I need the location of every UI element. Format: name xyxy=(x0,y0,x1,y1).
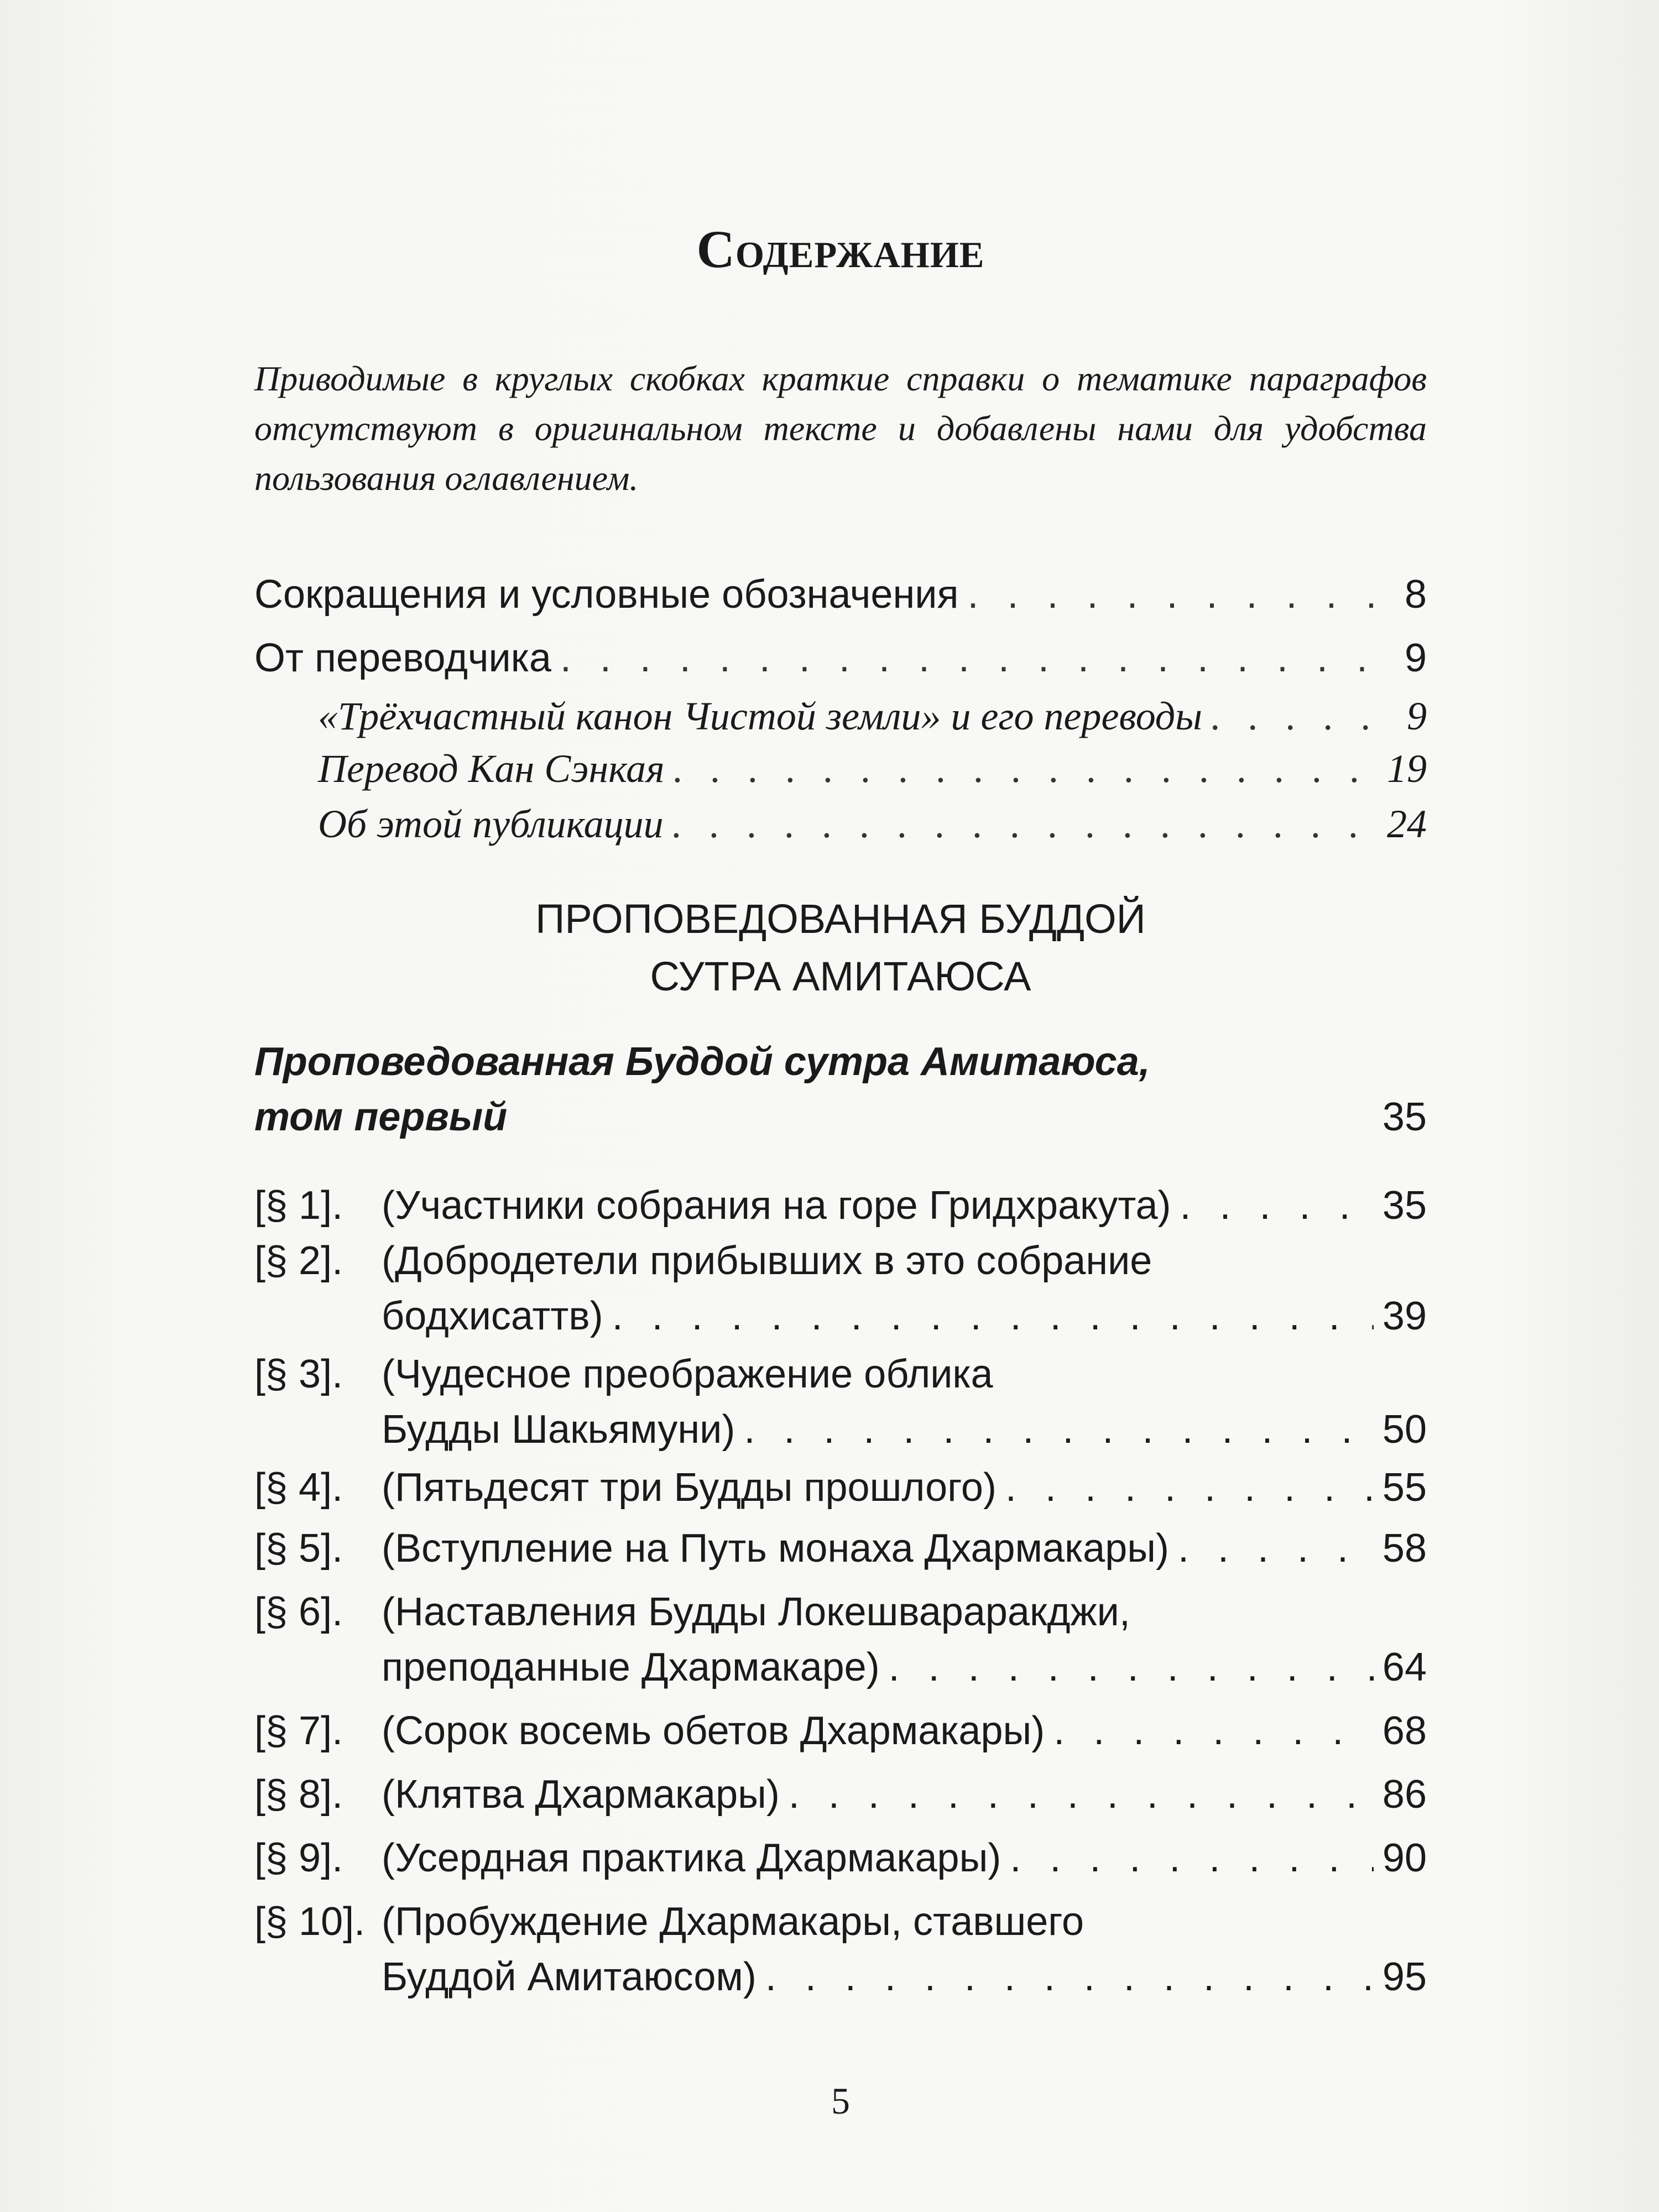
paragraph-number: [§ 8]. xyxy=(254,1772,343,1817)
toc-entry-page: 8 xyxy=(1404,572,1427,617)
toc-entry-par-8[interactable] xyxy=(254,1767,1427,1822)
leader-dots xyxy=(1178,1521,1374,1576)
toc-entry-label: Об этой публикации xyxy=(318,802,664,846)
toc-entry-par-1[interactable] xyxy=(254,1178,1427,1233)
paragraph-number: [§ 4]. xyxy=(254,1465,343,1510)
toc-entry-page: 24 xyxy=(1387,802,1427,846)
paragraph-label: (Сорок восемь обетов Дхармакары) xyxy=(382,1709,1045,1753)
leader-dots xyxy=(560,630,1374,686)
paragraph-number: [§ 7]. xyxy=(254,1709,343,1753)
toc-entry-par-9[interactable] xyxy=(254,1830,1427,1886)
paragraph-number: [§ 1]. xyxy=(254,1183,343,1228)
leader-dots xyxy=(1010,1830,1374,1886)
volume-title-line1: Проповедованная Буддой сутра Амитаюса, xyxy=(254,1040,1150,1084)
toc-entry-page: 9 xyxy=(1407,694,1427,738)
toc-entry-label: «Трёхчастный канон Чистой земли» и его переводы xyxy=(318,694,1202,738)
toc-entry-kang-sengkai[interactable] xyxy=(318,741,1427,796)
volume-title-line2: том первый xyxy=(254,1095,508,1139)
editor-note xyxy=(254,354,1427,503)
toc-entry-par-2[interactable] xyxy=(254,1233,1427,1344)
paragraph-label: (Чудесное преображение облика xyxy=(382,1352,993,1396)
paragraph-label: (Добродетели прибывших в это собрание xyxy=(382,1239,1152,1283)
toc-entry-page: 35 xyxy=(1382,1095,1427,1139)
toc-entry-par-5[interactable] xyxy=(254,1521,1427,1576)
page-title: Содержание xyxy=(696,220,985,279)
toc-entry-par-7[interactable] xyxy=(254,1703,1427,1759)
toc-entry-publication[interactable] xyxy=(318,796,1427,852)
sutra-heading-line1: ПРОПОВЕДОВАННАЯ БУДДОЙ xyxy=(535,896,1146,942)
leader-dots xyxy=(744,1402,1374,1457)
sutra-heading xyxy=(254,890,1427,1005)
toc-entry-page: 35 xyxy=(1382,1183,1427,1228)
sutra-heading-line2: СУТРА АМИТАЮСА xyxy=(650,953,1031,999)
toc-entry-page: 39 xyxy=(1382,1294,1427,1338)
toc-entry-page: 90 xyxy=(1382,1836,1427,1880)
toc-entry-label: От переводчика xyxy=(254,636,551,680)
leader-dots xyxy=(889,1640,1374,1695)
leader-dots xyxy=(967,567,1374,622)
toc-entry-label: Перевод Кан Сэнкая xyxy=(318,747,665,791)
toc-entry-page: 50 xyxy=(1382,1407,1427,1452)
toc-entry-page: 95 xyxy=(1382,1955,1427,1999)
toc-entry-par-10[interactable] xyxy=(254,1894,1427,2005)
toc-entry-label: Сокращения и условные обозначения xyxy=(254,572,959,617)
toc-entry-page: 64 xyxy=(1382,1645,1427,1689)
page-number: 5 xyxy=(831,2080,850,2122)
paragraph-label: (Наставления Будды Локешвараракджи, xyxy=(382,1590,1130,1634)
paragraph-number: [§ 9]. xyxy=(254,1836,343,1880)
paragraph-number: [§ 3]. xyxy=(254,1352,343,1396)
paragraph-number: [§ 2]. xyxy=(254,1239,343,1283)
toc-entry-volume-one[interactable] xyxy=(254,1034,1427,1145)
paragraph-label-cont: Буддой Амитаюсом) xyxy=(382,1955,757,1999)
toc-entry-abbreviations[interactable] xyxy=(254,567,1427,622)
leader-dots xyxy=(672,796,1374,852)
paragraph-label-cont: Будды Шакьямуни) xyxy=(382,1407,735,1452)
paragraph-number: [§ 5]. xyxy=(254,1526,343,1571)
toc-entry-page: 55 xyxy=(1382,1465,1427,1510)
paragraph-number: [§ 6]. xyxy=(254,1590,343,1634)
leader-dots xyxy=(1005,1460,1374,1515)
toc-entry-translator[interactable] xyxy=(254,630,1427,686)
toc-entry-page: 58 xyxy=(1382,1526,1427,1571)
paragraph-label: (Пятьдесят три Будды прошлого) xyxy=(382,1465,997,1510)
toc-entry-par-3[interactable] xyxy=(254,1347,1427,1457)
toc-entry-page: 19 xyxy=(1387,747,1427,791)
leader-dots xyxy=(1211,688,1374,744)
leader-dots xyxy=(674,741,1374,796)
toc-entry-canon[interactable] xyxy=(318,688,1427,744)
toc-entry-par-6[interactable] xyxy=(254,1584,1427,1695)
paragraph-label: (Клятва Дхармакары) xyxy=(382,1772,780,1817)
toc-entry-page: 68 xyxy=(1382,1709,1427,1753)
toc-entry-page: 86 xyxy=(1382,1772,1427,1817)
paragraph-label: (Усердная практика Дхармакары) xyxy=(382,1836,1001,1880)
leader-dots xyxy=(789,1767,1374,1822)
paragraph-label-cont: преподанные Дхармакаре) xyxy=(382,1645,880,1689)
toc-entry-par-4[interactable] xyxy=(254,1460,1427,1515)
leader-dots xyxy=(765,1949,1374,2005)
leader-dots xyxy=(1180,1178,1374,1233)
toc-entry-page: 9 xyxy=(1404,636,1427,680)
leader-dots xyxy=(1053,1703,1374,1759)
paragraph-label: (Пробуждение Дхармакары, ставшего xyxy=(382,1900,1084,1944)
paragraph-label-cont: бодхисаттв) xyxy=(382,1294,603,1338)
paragraph-number: [§ 10]. xyxy=(254,1900,366,1944)
paragraph-label: (Вступление на Путь монаха Дхармакары) xyxy=(382,1526,1169,1571)
leader-dots xyxy=(612,1288,1374,1344)
paragraph-label: (Участники собрания на горе Гридхракута) xyxy=(382,1183,1171,1228)
editor-note-text: Приводимые в круглых скобках краткие справки о тематике параграфов отсутствуют в оригинальном тексте и добавлены нами для удобства пользования оглавлением. xyxy=(254,359,1427,498)
